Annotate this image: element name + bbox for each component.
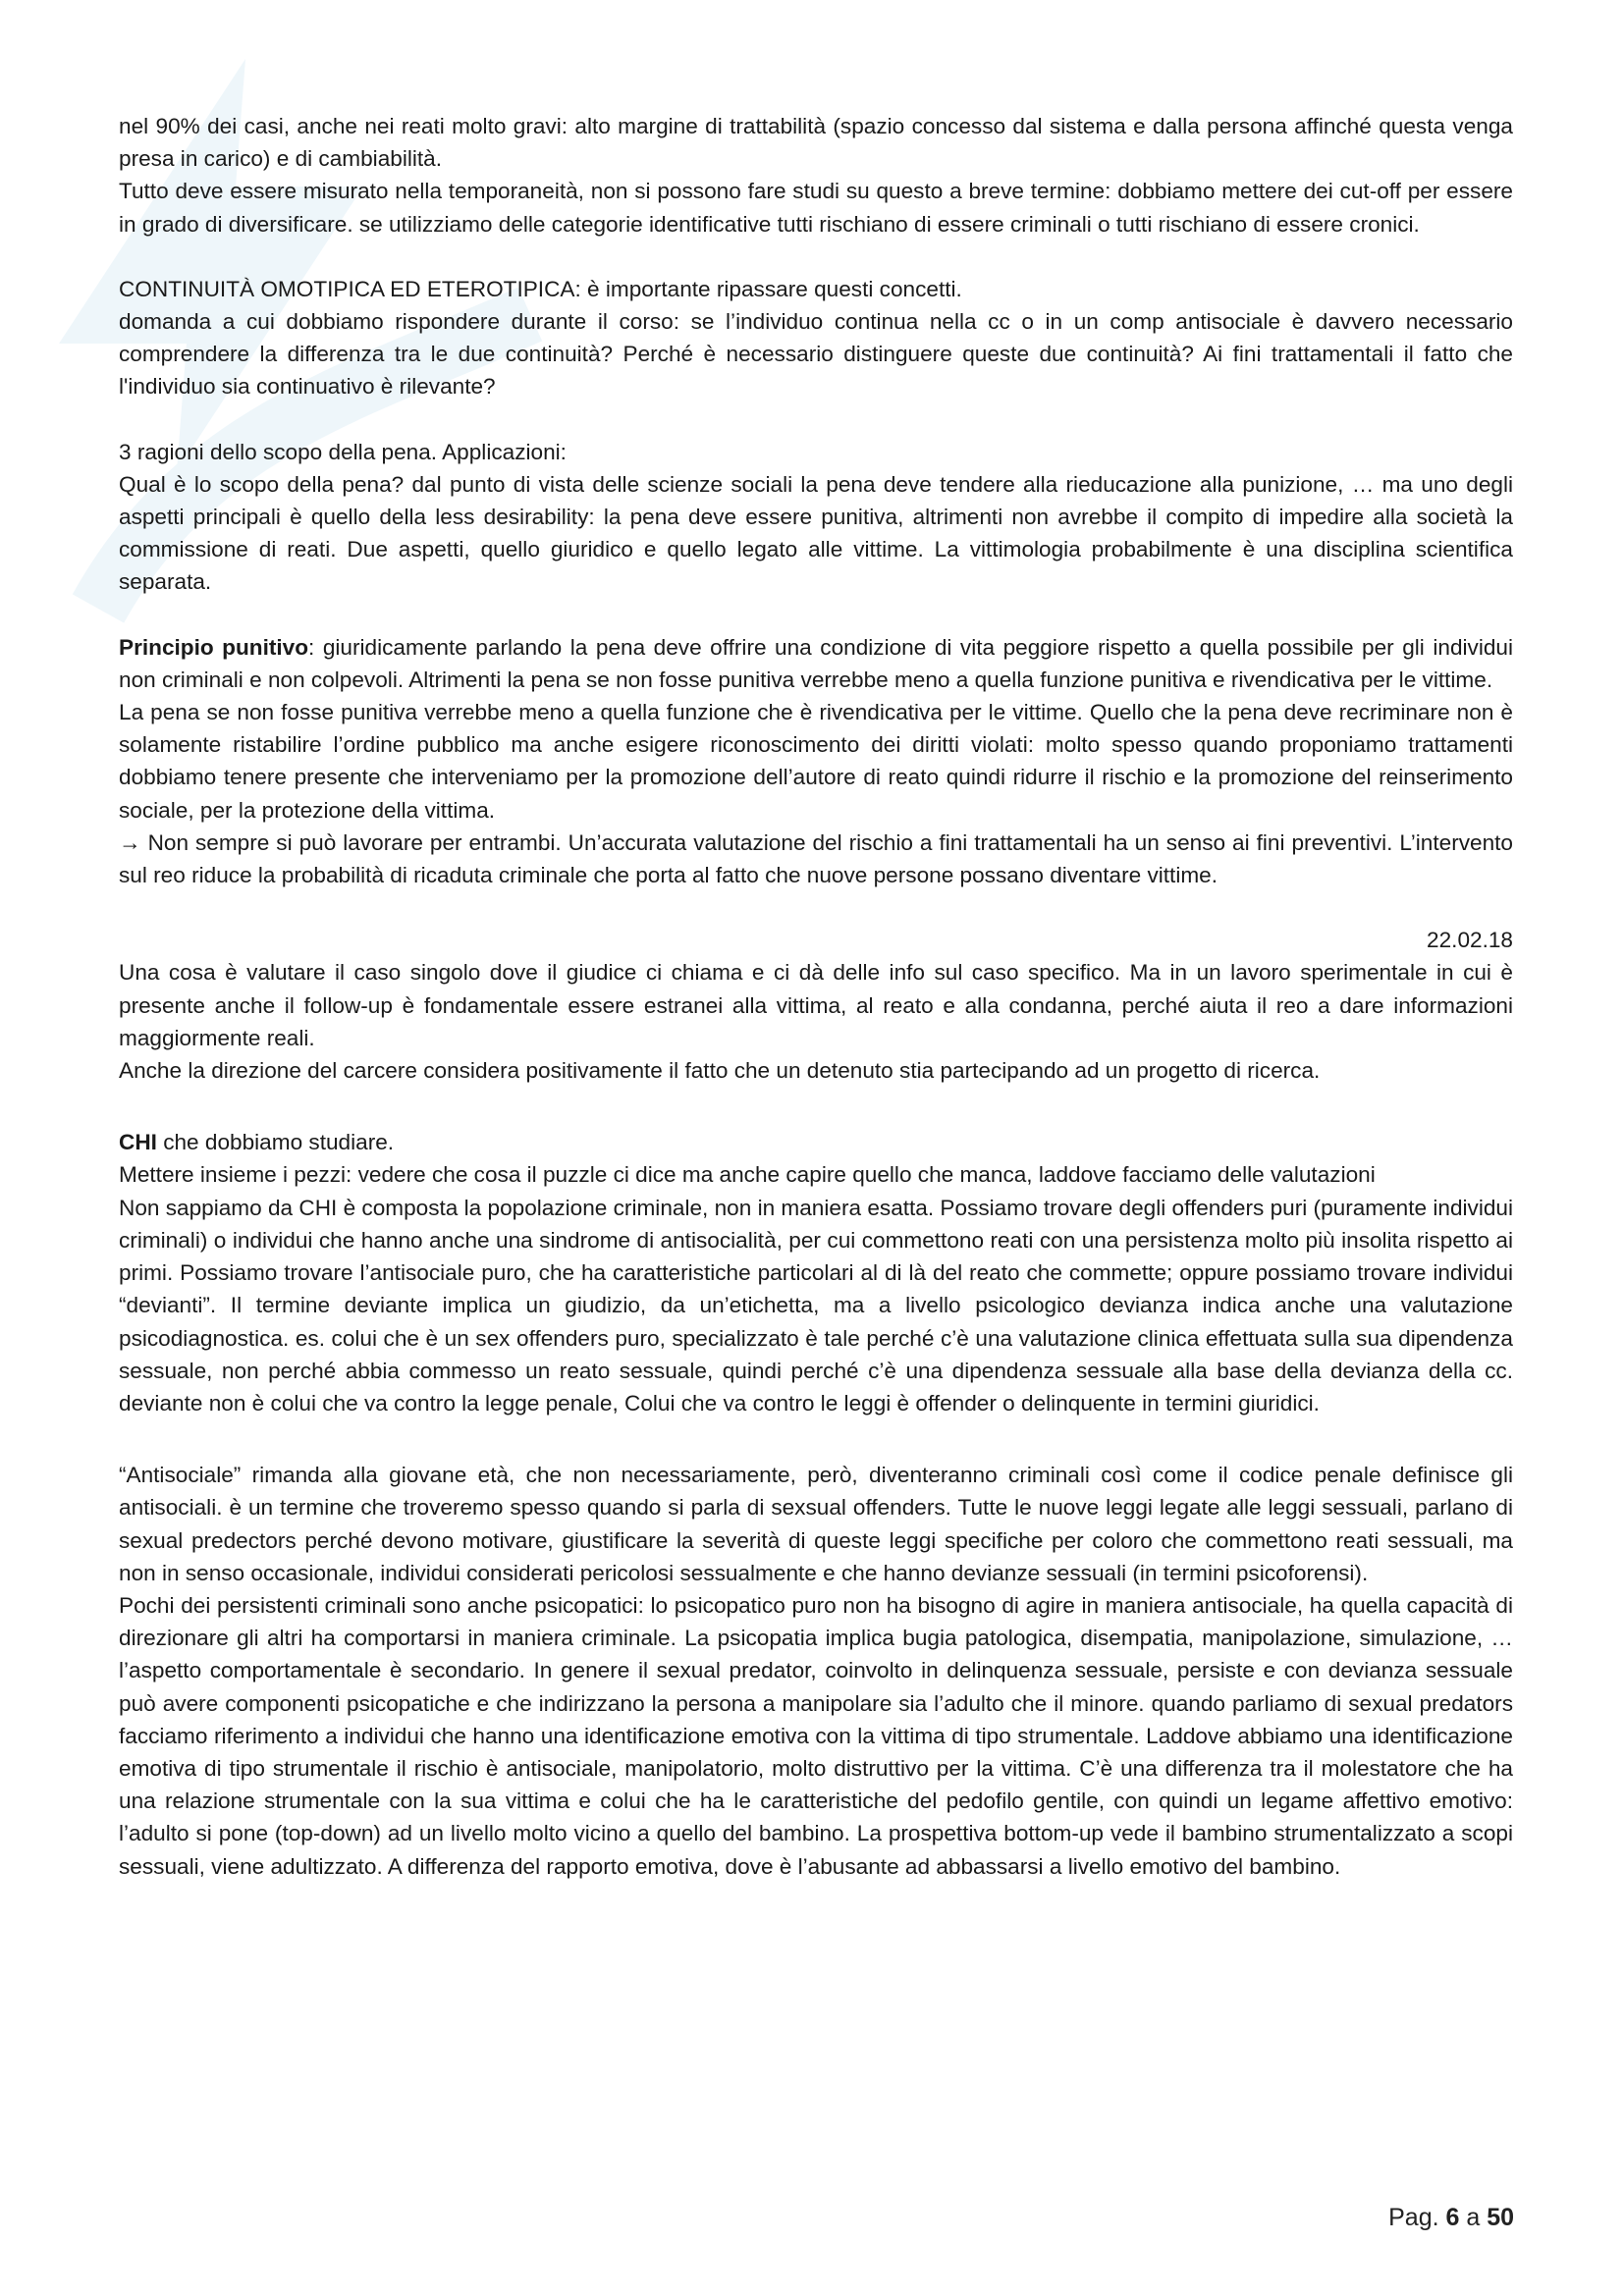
paragraph-single-case: Una cosa è valutare il caso singolo dove il giudice ci chiama e ci dà delle info sul caso specifico. Ma in un lavoro sperimentale in cui è presente anche il follow-up è fondamentale essere estranei alla vittima, al reato e alla condanna, perché aiuta il reo a dare informazioni maggiormente reali. [119,960,1513,1050]
paragraph-continuity-heading: CONTINUITÀ OMOTIPICA ED ETEROTIPICA: è importante ripassare questi concetti. [119,276,962,301]
footer-prefix: Pag. [1388,2204,1446,2231]
paragraph-who-heading [119,1126,1513,1158]
paragraph-punitive-principle [119,631,1513,696]
footer-total-pages: 50 [1487,2204,1514,2231]
paragraph-vindication: La pena se non fosse punitiva verrebbe meno a quella funzione che è rivendicativa per le vittime. Quello che la pena deve recriminare non è solamente ristabilire l’ordine pubblico ma anche esigere riconoscimento dei diritti violati: molto spesso quando proponiamo trattamenti dobbiamo tenere presente che interveniamo per la promozione dell’autore di reato quindi ridurre il rischio e la promozione del reinserimento sociale, per la protezione della vittima. [119,700,1513,823]
paragraph-treatability: nel 90% dei casi, anche nei reati molto gravi: alto margine di trattabilità (spazio concesso dal sistema e dalla persona affinché questa venga presa in carico) e di cambiabilità. [119,114,1513,172]
who-term: CHI [119,1130,157,1155]
footer-page-number: 6 [1445,2204,1460,2231]
who-heading-text: che dobbiamo studiare. [156,1130,395,1155]
paragraph-prison-direction: Anche la direzione del carcere considera positivamente il fatto che un detenuto stia partecipando ad un progetto di ricerca. [119,1058,1321,1084]
paragraph-purpose-heading: 3 ragioni dello scopo della pena. Applicazioni: [119,439,567,464]
paragraph-antisocial: “Antisociale” rimanda alla giovane età, che non necessariamente, però, diventeranno criminali così come il codice penale definisce gli antisociali. è un termine che troveremo spesso quando si parla di sexsual offenders. Tutte le nuove leggi legate alle leggi sessuali, parlano di sexual predectors perché devono motivare, giustificare la severità di queste leggi specifiche per coloro che commettono reati sessuali, ma non in senso occasionale, individui considerati pericolosi sessualmente e che hanno devianze sessuali (in termini psicoforensi). [119,1463,1513,1585]
paragraph-purpose: Qual è lo scopo della pena? dal punto di vista delle scienze sociali la pena deve tendere alla rieducazione alla punizione, … ma uno degli aspetti principali è quello della less desirability: la pena deve essere punitiva, altrimenti non avrebbe il compito di impedire alla società la commissione di reati. Due aspetti, quello giuridico e quello legato alle vittime. La vittimologia probabilmente è una disciplina scientifica separata. [119,471,1513,595]
lecture-date: 22.02.18 [1427,928,1513,953]
paragraph-temporality: Tutto deve essere misurato nella temporaneità, non si possono fare studi su questo a breve termine: dobbiamo mettere dei cut-off per essere in grado di diversificare. se utilizziamo delle categorie identificative tutti rischiano di essere criminali o tutti rischiano di essere cronici. [119,179,1513,237]
footer-middle: a [1459,2204,1488,2231]
page-footer [1388,2204,1514,2232]
paragraph-puzzle: Mettere insieme i pezzi: vedere che cosa il puzzle ci dice ma anche capire quello che manca, laddove facciamo delle valutazioni [119,1162,1376,1188]
paragraph-psychopathy: Pochi dei persistenti criminali sono anche psicopatici: lo psicopatico puro non ha bisogno di agire in maniera antisociale, ha quella capacità di direzionare gli altri ha comportarsi in maniera criminale. La psicopatia implica bugia patologica, disempatia, manipolazione, simulazione, … l’aspetto comportamentale è secondario. In genere il sexual predator, coinvolto in delinquenza sessuale, persiste e con devianza sessuale può avere componenti psicopatiche e che indirizzano la persona a manipolare sia l’adulto che il minore. quando parliamo di sexual predators facciamo riferimento a individui che hanno una identificazione emotiva con la vittima di tipo strumentale. Laddove abbiamo una identificazione emotiva di tipo strumentale il rischio è antisociale, manipolatorio, molto distruttivo per la vittima. C’è una differenza tra il molestatore che ha una relazione strumentale con la sua vittima e colui che ha le caratteristiche del pedofilo gentile, con quindi un legame affettivo emotivo: l’adulto si pone (top-down) ad un livello molto vicino a quello del bambino. La prospettiva bottom-up vede il bambino strumentalizzato a scopi sessuali, viene adultizzato. A differenza del rapporto emotiva, dove è l’abusante ad abbassarsi a livello emotivo del bambino. [119,1592,1513,1879]
paragraph-criminal-population: Non sappiamo da CHI è composta la popolazione criminale, non in maniera esatta. Possiamo trovare degli offenders puri (puramente individui criminali) o individui che hanno anche una sindrome di antisocialità, per cui commettono reati con una persistenza molto più insolita rispetto ai primi. Possiamo trovare l’antisociale puro, che ha caratteristiche particolari al di là del reato che commette; oppure possiamo trovare individui “devianti”. Il termine deviante implica un giudizio, da un’etichetta, ma a livello psicologico devianza indica anche una valutazione psicodiagnostica. es. colui che è un sex offenders puro, specializzato è tale perché c’è una valutazione clinica effettuata sulla sua dipendenza sessuale, non perché abbia commesso un reato sessuale, quindi perché c’è una dipendenza sessuale alla base della devianza della cc. deviante non è colui che va contro la legge penale, Colui che va contro le leggi è offender o delinquente in termini giuridici. [119,1195,1513,1415]
document-page [119,110,1513,1883]
paragraph-prevention: → Non sempre si può lavorare per entrambi. Un’accurata valutazione del rischio a fini trattamentali ha un senso ai fini preventivi. L’intervento sul reo riduce la probabilità di ricaduta criminale che porta al fatto che nuove persone possano diventare vittime. [119,829,1513,888]
paragraph-continuity-question: domanda a cui dobbiamo rispondere durante il corso: se l’individuo continua nella cc o in un comp antisociale è davvero necessario comprendere la differenza tra le due continuità? Perché è necessario distinguere queste due continuità? Ai fini trattamentali il fatto che l'individuo sia continuativo è rilevante? [119,309,1513,400]
punitive-principle-term: Principio punitivo [119,634,309,660]
punitive-principle-text: : giuridicamente parlando la pena deve offrire una condizione di vita peggiore rispetto a quella possibile per gli individui non criminali e non colpevoli. Altrimenti la pena se non fosse punitiva verrebbe meno a quella funzione punitiva e rivendicativa per le vittime. [119,634,1513,692]
